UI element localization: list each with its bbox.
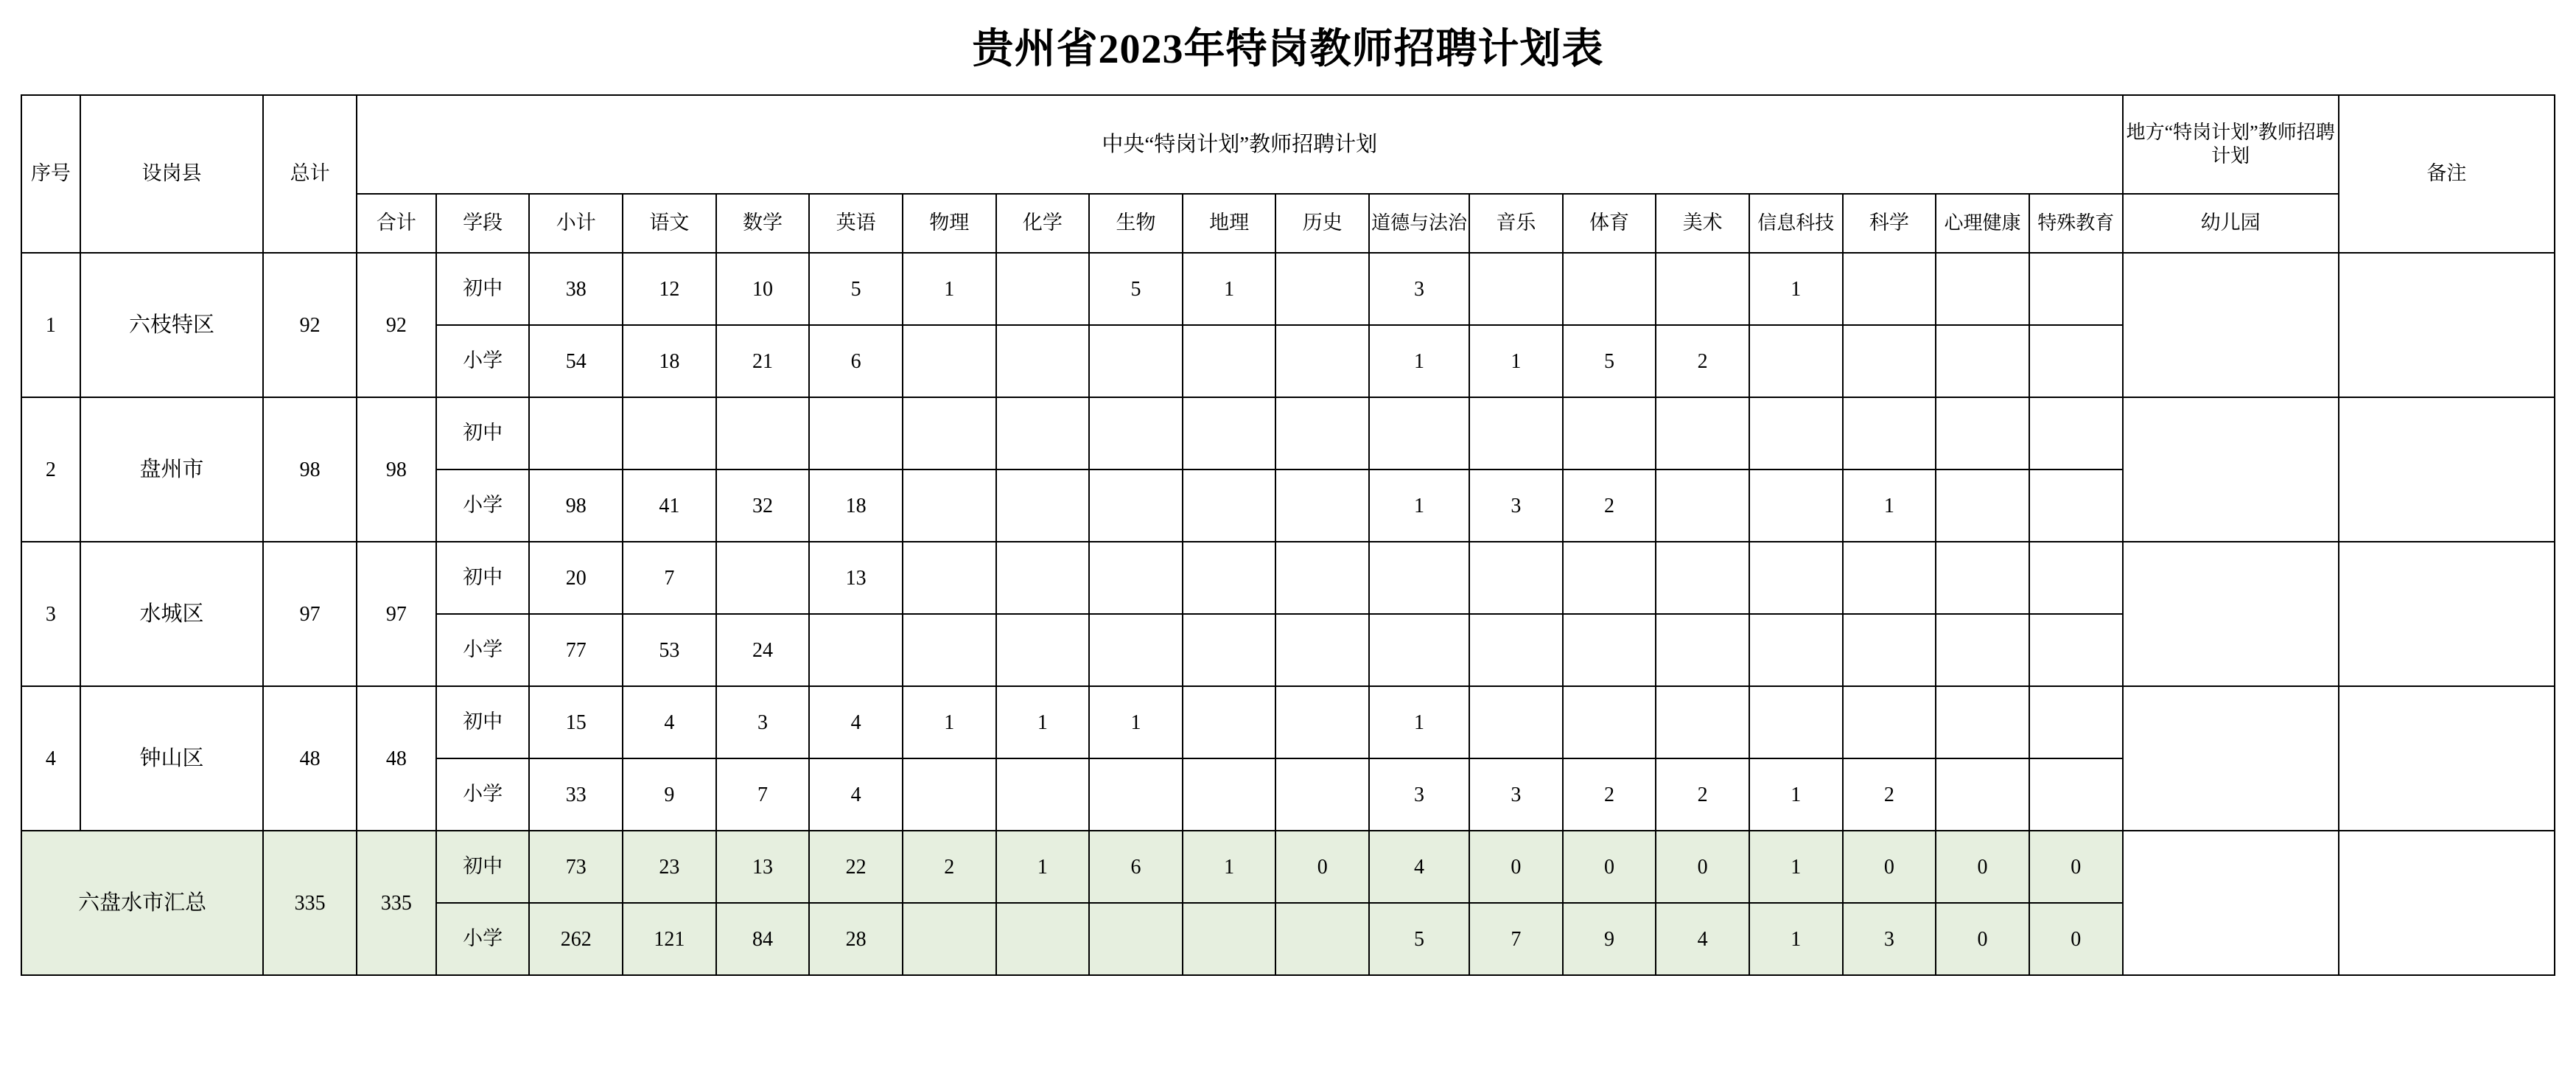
- cell-subject-psychology: [1936, 470, 2029, 542]
- header-total: 总计: [263, 95, 357, 253]
- cell-subject-math: 24: [716, 614, 810, 686]
- cell-subject-biology: [1089, 614, 1183, 686]
- cell-subject-art: [1656, 614, 1749, 686]
- cell-subject-english: 13: [809, 542, 903, 614]
- cell-subject-pe: [1563, 397, 1656, 470]
- cell-subject-psychology: [1936, 253, 2029, 325]
- cell-subject-chinese: 9: [623, 758, 716, 831]
- cell-subject-it: [1749, 397, 1843, 470]
- cell-subject-geography: [1183, 470, 1276, 542]
- cell-county: 钟山区: [80, 686, 264, 831]
- cell-subject-pe: 0: [1563, 831, 1656, 903]
- cell-sub-subtotal: 73: [529, 831, 623, 903]
- cell-seq: 4: [21, 686, 80, 831]
- cell-subject-pe: 2: [1563, 470, 1656, 542]
- cell-subject-music: [1469, 686, 1563, 758]
- header-subject-music: 音乐: [1469, 194, 1563, 253]
- header-central-plan-group: 中央“特岗计划”教师招聘计划: [357, 95, 2123, 194]
- cell-subject-history: [1275, 470, 1369, 542]
- cell-subject-history: [1275, 542, 1369, 614]
- cell-subject-morality-law: [1369, 397, 1469, 470]
- cell-remark: [2339, 686, 2555, 831]
- header-subject-it: 信息科技: [1749, 194, 1843, 253]
- cell-subject-psychology: [1936, 614, 2029, 686]
- cell-subject-art: 0: [1656, 831, 1749, 903]
- cell-subject-special-education: [2029, 397, 2123, 470]
- cell-subject-psychology: [1936, 397, 2029, 470]
- cell-subject-music: [1469, 253, 1563, 325]
- cell-subject-music: [1469, 542, 1563, 614]
- cell-subject-pe: 9: [1563, 903, 1656, 975]
- cell-subject-it: 1: [1749, 253, 1843, 325]
- cell-subject-science: [1843, 614, 1936, 686]
- cell-subject-geography: [1183, 614, 1276, 686]
- cell-subject-pe: 5: [1563, 325, 1656, 397]
- cell-subject-science: [1843, 253, 1936, 325]
- cell-subject-morality-law: 3: [1369, 758, 1469, 831]
- cell-subject-physics: [903, 903, 996, 975]
- cell-subject-music: 3: [1469, 470, 1563, 542]
- recruitment-plan-table: [21, 94, 2555, 976]
- cell-subject-english: 5: [809, 253, 903, 325]
- cell-subject-chinese: 121: [623, 903, 716, 975]
- cell-subject-morality-law: 1: [1369, 470, 1469, 542]
- cell-subject-english: 18: [809, 470, 903, 542]
- cell-subject-chemistry: 1: [996, 686, 1090, 758]
- header-kindergarten: 幼儿园: [2123, 194, 2339, 253]
- cell-subject-english: 4: [809, 686, 903, 758]
- header-subject-biology: 生物: [1089, 194, 1183, 253]
- cell-subject-chinese: 53: [623, 614, 716, 686]
- cell-subject-it: [1749, 686, 1843, 758]
- header-subject-science: 科学: [1843, 194, 1936, 253]
- cell-subject-psychology: [1936, 325, 2029, 397]
- header-sub-subtotal: 小计: [529, 194, 623, 253]
- table-row: [21, 542, 2555, 614]
- cell-stage: 初中: [436, 397, 530, 470]
- cell-subject-pe: [1563, 542, 1656, 614]
- table-summary-row: [21, 831, 2555, 903]
- header-remark: 备注: [2339, 95, 2555, 253]
- cell-subject-music: 3: [1469, 758, 1563, 831]
- cell-stage: 小学: [436, 470, 530, 542]
- cell-subject-art: [1656, 397, 1749, 470]
- cell-stage: 小学: [436, 903, 530, 975]
- cell-subject-biology: 1: [1089, 686, 1183, 758]
- cell-subject-english: 28: [809, 903, 903, 975]
- cell-subject-morality-law: [1369, 614, 1469, 686]
- table-body: [21, 253, 2555, 975]
- cell-subject-physics: 1: [903, 686, 996, 758]
- cell-remark: [2339, 542, 2555, 686]
- cell-remark: [2339, 831, 2555, 975]
- cell-subject-history: [1275, 614, 1369, 686]
- cell-subject-physics: [903, 470, 996, 542]
- cell-subject-chemistry: [996, 903, 1090, 975]
- cell-subject-math: [716, 542, 810, 614]
- cell-subject-special-education: 0: [2029, 903, 2123, 975]
- cell-subject-special-education: [2029, 686, 2123, 758]
- cell-subject-geography: [1183, 542, 1276, 614]
- table-row: [21, 686, 2555, 758]
- header-stage: 学段: [436, 194, 530, 253]
- cell-subject-physics: [903, 758, 996, 831]
- table-row: [21, 397, 2555, 470]
- cell-summary-label: 六盘水市汇总: [21, 831, 263, 975]
- cell-subject-art: [1656, 470, 1749, 542]
- header-subject-physics: 物理: [903, 194, 996, 253]
- cell-county: 水城区: [80, 542, 264, 686]
- cell-subject-physics: 2: [903, 831, 996, 903]
- cell-subject-special-education: 0: [2029, 831, 2123, 903]
- cell-subject-chinese: 12: [623, 253, 716, 325]
- cell-subject-it: 1: [1749, 903, 1843, 975]
- cell-subject-english: [809, 614, 903, 686]
- header-county: 设岗县: [80, 95, 264, 253]
- cell-subject-morality-law: 4: [1369, 831, 1469, 903]
- cell-subject-physics: [903, 542, 996, 614]
- cell-subject-science: [1843, 686, 1936, 758]
- cell-subtotal: 335: [357, 831, 436, 975]
- cell-sub-subtotal: 98: [529, 470, 623, 542]
- header-subject-chinese: 语文: [623, 194, 716, 253]
- table-row: [21, 253, 2555, 325]
- cell-subject-special-education: [2029, 614, 2123, 686]
- cell-subject-chinese: 18: [623, 325, 716, 397]
- cell-subject-science: 1: [1843, 470, 1936, 542]
- cell-subject-biology: [1089, 325, 1183, 397]
- cell-subject-psychology: [1936, 542, 2029, 614]
- header-local-plan-group: 地方“特岗计划”教师招聘计划: [2123, 95, 2339, 194]
- cell-subject-science: 0: [1843, 831, 1936, 903]
- cell-subject-chinese: 41: [623, 470, 716, 542]
- cell-subject-science: 2: [1843, 758, 1936, 831]
- cell-subtotal: 48: [357, 686, 436, 831]
- cell-subject-pe: [1563, 614, 1656, 686]
- cell-subject-pe: [1563, 253, 1656, 325]
- cell-subject-math: 13: [716, 831, 810, 903]
- cell-kindergarten: [2123, 831, 2339, 975]
- cell-county: 六枝特区: [80, 253, 264, 397]
- cell-sub-subtotal: 38: [529, 253, 623, 325]
- cell-subject-science: [1843, 542, 1936, 614]
- cell-subject-art: 2: [1656, 325, 1749, 397]
- cell-subject-chinese: 4: [623, 686, 716, 758]
- cell-subject-pe: 2: [1563, 758, 1656, 831]
- cell-subject-history: [1275, 758, 1369, 831]
- cell-subject-biology: [1089, 903, 1183, 975]
- cell-subject-music: 0: [1469, 831, 1563, 903]
- cell-subtotal: 98: [357, 397, 436, 542]
- cell-subject-science: [1843, 325, 1936, 397]
- cell-subject-special-education: [2029, 542, 2123, 614]
- cell-subject-science: 3: [1843, 903, 1936, 975]
- cell-kindergarten: [2123, 686, 2339, 831]
- header-subject-special-education: 特殊教育: [2029, 194, 2123, 253]
- header-subject-chemistry: 化学: [996, 194, 1090, 253]
- cell-subject-it: [1749, 470, 1843, 542]
- header-seq: 序号: [21, 95, 80, 253]
- header-subtotal: 合计: [357, 194, 436, 253]
- cell-subject-chinese: [623, 397, 716, 470]
- cell-subject-chemistry: 1: [996, 831, 1090, 903]
- cell-subject-math: 10: [716, 253, 810, 325]
- cell-subject-english: 22: [809, 831, 903, 903]
- cell-seq: 3: [21, 542, 80, 686]
- cell-stage: 小学: [436, 325, 530, 397]
- cell-sub-subtotal: 77: [529, 614, 623, 686]
- cell-total: 98: [263, 397, 357, 542]
- cell-subject-geography: [1183, 758, 1276, 831]
- cell-subject-history: [1275, 397, 1369, 470]
- cell-sub-subtotal: 20: [529, 542, 623, 614]
- cell-subject-geography: [1183, 686, 1276, 758]
- cell-subject-music: 1: [1469, 325, 1563, 397]
- cell-subject-biology: 6: [1089, 831, 1183, 903]
- cell-subject-art: [1656, 686, 1749, 758]
- header-subject-art: 美术: [1656, 194, 1749, 253]
- cell-kindergarten: [2123, 397, 2339, 542]
- cell-total: 92: [263, 253, 357, 397]
- cell-subtotal: 97: [357, 542, 436, 686]
- cell-subject-science: [1843, 397, 1936, 470]
- cell-subject-english: 4: [809, 758, 903, 831]
- cell-subject-history: [1275, 686, 1369, 758]
- cell-stage: 初中: [436, 686, 530, 758]
- cell-subject-music: 7: [1469, 903, 1563, 975]
- cell-subtotal: 92: [357, 253, 436, 397]
- cell-county: 盘州市: [80, 397, 264, 542]
- cell-subject-psychology: [1936, 758, 2029, 831]
- cell-stage: 初中: [436, 831, 530, 903]
- cell-subject-art: [1656, 542, 1749, 614]
- cell-subject-geography: 1: [1183, 831, 1276, 903]
- cell-subject-physics: [903, 397, 996, 470]
- header-subject-history: 历史: [1275, 194, 1369, 253]
- cell-subject-geography: [1183, 325, 1276, 397]
- cell-subject-chemistry: [996, 253, 1090, 325]
- cell-subject-music: [1469, 397, 1563, 470]
- cell-subject-geography: 1: [1183, 253, 1276, 325]
- cell-subject-special-education: [2029, 253, 2123, 325]
- cell-subject-chemistry: [996, 397, 1090, 470]
- cell-stage: 初中: [436, 542, 530, 614]
- cell-subject-math: [716, 397, 810, 470]
- cell-subject-psychology: 0: [1936, 903, 2029, 975]
- cell-subject-physics: [903, 325, 996, 397]
- header-subject-psychology: 心理健康: [1936, 194, 2029, 253]
- cell-total: 335: [263, 831, 357, 975]
- cell-subject-psychology: 0: [1936, 831, 2029, 903]
- cell-subject-biology: [1089, 542, 1183, 614]
- cell-subject-chemistry: [996, 614, 1090, 686]
- cell-stage: 小学: [436, 614, 530, 686]
- cell-subject-history: [1275, 253, 1369, 325]
- cell-subject-chemistry: [996, 542, 1090, 614]
- cell-remark: [2339, 397, 2555, 542]
- cell-subject-history: 0: [1275, 831, 1369, 903]
- header-subject-geography: 地理: [1183, 194, 1276, 253]
- cell-subject-art: 2: [1656, 758, 1749, 831]
- cell-sub-subtotal: 262: [529, 903, 623, 975]
- cell-subject-biology: [1089, 758, 1183, 831]
- cell-subject-psychology: [1936, 686, 2029, 758]
- cell-subject-it: [1749, 325, 1843, 397]
- cell-subject-history: [1275, 325, 1369, 397]
- cell-subject-it: [1749, 614, 1843, 686]
- cell-subject-art: 4: [1656, 903, 1749, 975]
- header-subject-morality-law: 道德与法治: [1369, 194, 1469, 253]
- cell-subject-pe: [1563, 686, 1656, 758]
- cell-remark: [2339, 253, 2555, 397]
- cell-seq: 1: [21, 253, 80, 397]
- header-subject-english: 英语: [809, 194, 903, 253]
- cell-total: 97: [263, 542, 357, 686]
- cell-seq: 2: [21, 397, 80, 542]
- cell-subject-biology: [1089, 397, 1183, 470]
- cell-subject-chinese: 23: [623, 831, 716, 903]
- cell-subject-morality-law: 1: [1369, 325, 1469, 397]
- cell-subject-geography: [1183, 397, 1276, 470]
- cell-stage: 小学: [436, 758, 530, 831]
- cell-sub-subtotal: 33: [529, 758, 623, 831]
- cell-sub-subtotal: [529, 397, 623, 470]
- cell-subject-math: 32: [716, 470, 810, 542]
- cell-subject-morality-law: [1369, 542, 1469, 614]
- cell-subject-physics: [903, 614, 996, 686]
- cell-subject-morality-law: 3: [1369, 253, 1469, 325]
- cell-subject-math: 3: [716, 686, 810, 758]
- cell-subject-it: 1: [1749, 758, 1843, 831]
- cell-subject-physics: 1: [903, 253, 996, 325]
- cell-sub-subtotal: 15: [529, 686, 623, 758]
- cell-subject-music: [1469, 614, 1563, 686]
- cell-subject-math: 7: [716, 758, 810, 831]
- cell-subject-morality-law: 1: [1369, 686, 1469, 758]
- cell-subject-english: [809, 397, 903, 470]
- cell-subject-chinese: 7: [623, 542, 716, 614]
- cell-subject-morality-law: 5: [1369, 903, 1469, 975]
- table-container: [0, 94, 2576, 976]
- cell-subject-it: [1749, 542, 1843, 614]
- cell-subject-chemistry: [996, 325, 1090, 397]
- cell-subject-biology: 5: [1089, 253, 1183, 325]
- cell-subject-math: 21: [716, 325, 810, 397]
- cell-subject-special-education: [2029, 470, 2123, 542]
- cell-kindergarten: [2123, 253, 2339, 397]
- cell-total: 48: [263, 686, 357, 831]
- page-title: 贵州省2023年特岗教师招聘计划表: [972, 27, 1604, 72]
- cell-subject-art: [1656, 253, 1749, 325]
- cell-subject-biology: [1089, 470, 1183, 542]
- cell-subject-chemistry: [996, 470, 1090, 542]
- cell-subject-english: 6: [809, 325, 903, 397]
- cell-subject-chemistry: [996, 758, 1090, 831]
- cell-subject-geography: [1183, 903, 1276, 975]
- cell-kindergarten: [2123, 542, 2339, 686]
- header-subject-math: 数学: [716, 194, 810, 253]
- header-subject-pe: 体育: [1563, 194, 1656, 253]
- cell-subject-history: [1275, 903, 1369, 975]
- cell-stage: 初中: [436, 253, 530, 325]
- cell-subject-special-education: [2029, 325, 2123, 397]
- cell-subject-special-education: [2029, 758, 2123, 831]
- cell-sub-subtotal: 54: [529, 325, 623, 397]
- cell-subject-math: 84: [716, 903, 810, 975]
- cell-subject-it: 1: [1749, 831, 1843, 903]
